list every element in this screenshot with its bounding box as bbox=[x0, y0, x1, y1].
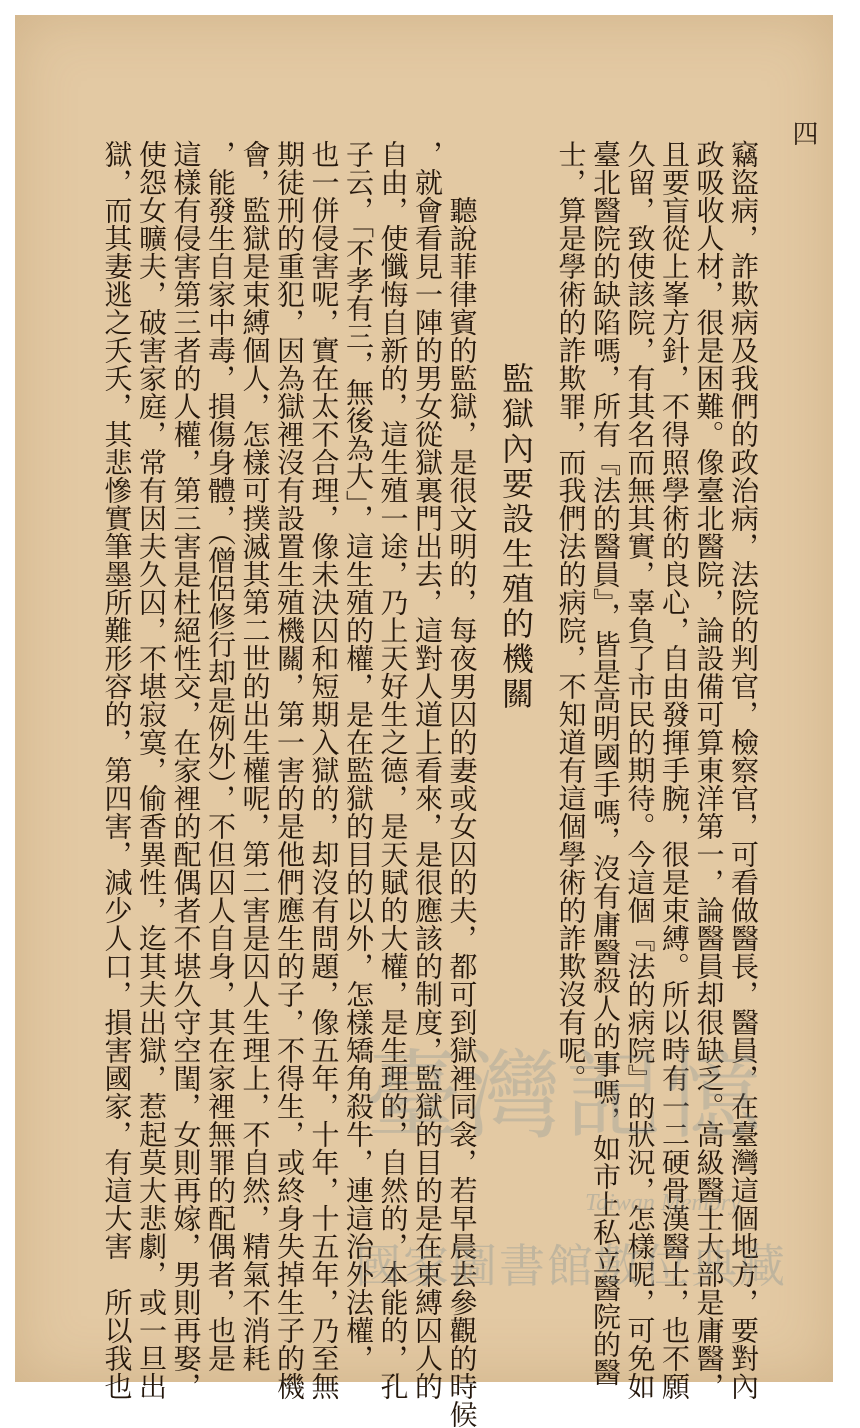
text-line: 久留，致使該院，有其名而無其實，辜負了市民的期待。今這個『法的病院』的狀況，怎樣呢，可免如 bbox=[623, 140, 657, 1400]
text-line: ，就會看見一陣的男女從獄裏門出去，這對人道上看來，是很應該的制度，監獄的目的是在束縛囚人的 bbox=[411, 140, 444, 1400]
text-line: 臺北醫院的缺陷嗎，所有『法的醫員』，皆是高明國手嗎，沒有庸醫殺人的事嗎，如市上私立醫院的醫 bbox=[589, 140, 622, 1386]
text-line: 且要盲從上峯方針，不得照學術的良心，自由發揮手腕，很是束縛。所以時有一二硬骨漢醫士，也不願 bbox=[658, 140, 691, 1400]
text-line: 期徒刑的重犯，因為獄裡沒有設置生殖機關，第一害的是他們應生的子，不得生，或終身失掉生子的機 bbox=[273, 140, 306, 1400]
text-line: 竊盜病，詐欺病及我們的政治病，法院的判官，檢察官，可看做醫長，醫員，在臺灣這個地方，要對內 bbox=[727, 140, 760, 1400]
text-line: 獄，而其妻逃之夭夭，其悲慘實筆墨所難形容的，第四害，減少人口，損害國家，有這大害 所以我也 bbox=[100, 140, 134, 1400]
watermark-latin: Taiwan Memory bbox=[585, 1190, 741, 1216]
watermark-title: 臺灣記憶 bbox=[365, 1040, 765, 1152]
watermark-caption: 國家圖書館數位典藏 bbox=[355, 1239, 787, 1293]
section-title: 監獄內要設生殖的機關 bbox=[497, 362, 535, 712]
text-line: 使怨女曠夫，破害家庭，常有因夫久囚，不堪寂寞，偷香異性，迄其夫出獄，惹起莫大悲劇，或一旦出 bbox=[135, 140, 168, 1400]
text-line: 政吸收人材，很是困難。像臺北醫院，論設備可算東洋第一，論醫員却很缺乏。高級醫士大部是庸醫， bbox=[692, 140, 726, 1400]
text-line: 也一併侵害呢，實在太不合理，像未決囚和短期入獄的，却沒有問題，像五年，十年，十五年，乃至無 bbox=[307, 140, 341, 1400]
text-line: ，能發生自家中毒，損傷身體，（僧侶修行却是例外），不但囚人自身，其在家裡無罪的配偶者，也是 bbox=[204, 140, 237, 1372]
text-line: 會，監獄是束縛個人，怎樣可撲滅其第二世的出生權呢，第二害是囚人生理上，不自然，精氣不消耗 bbox=[238, 140, 272, 1372]
text-line: 子云，「不孝有三，無後為大」，這生殖的權，是在監獄的目的以外，怎樣矯角殺牛，連這治外法權， bbox=[342, 140, 375, 1372]
text-line: 自由，使懺悔自新的，這生殖一途，乃上天好生之德，是天賦的大權，是生理的，自然的，本能的，孔 bbox=[376, 140, 410, 1400]
text-line: 士，算是學術的詐欺罪，而我們法的病院，不知道有這個學術的詐欺沒有呢。 bbox=[554, 140, 588, 1092]
page-number: 四 bbox=[788, 120, 818, 146]
text-line: 這樣有侵害第三者的人權，第三害是杜絕性交，在家裡的配偶者不堪久守空閨，女則再嫁，男則再娶， bbox=[169, 140, 203, 1400]
text-line: 聽說菲律賓的監獄，是很文明的，每夜男囚的妻或女囚的夫，都可到獄裡同衾，若早晨去參觀的時候 bbox=[445, 196, 479, 1428]
library-watermark bbox=[355, 1020, 795, 1293]
